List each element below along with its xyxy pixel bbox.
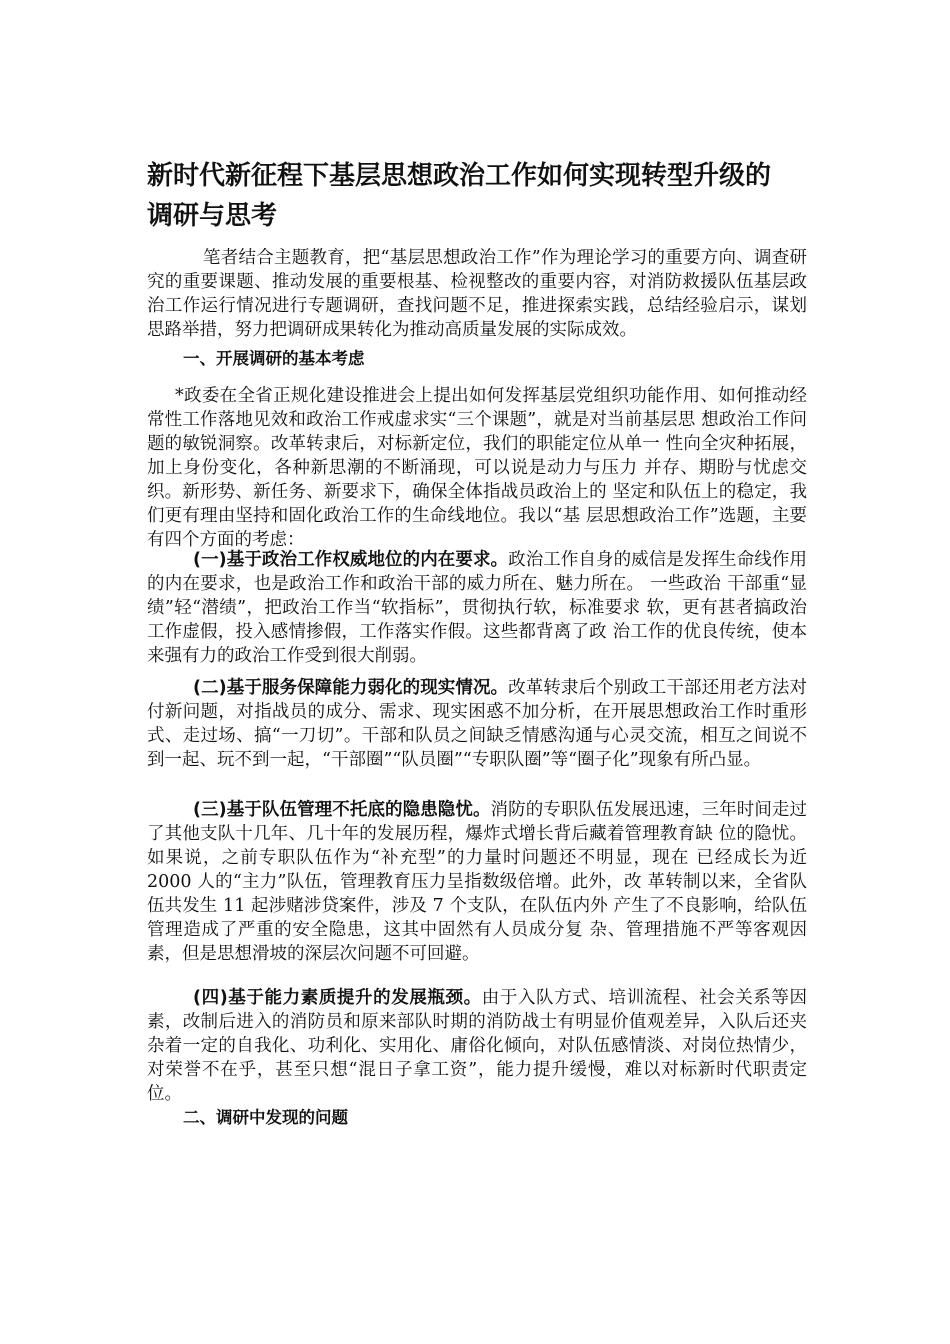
point-1-paragraph [147, 548, 807, 668]
point-1-lead: (一)基于政治工作权威地位的内在要求。 [193, 550, 509, 570]
point-1-text: 政治工作自身的威信是发挥生命线作用的内在要求，也是政治工作和政治干部的威力所在、魅力所在。 一些政治 干部重“显绩”轻“潜绩”，把政治工作当“软指标”，贯彻执行软，标准要求 软，更有甚者搞政治工作虚假，投入感情掺假，工作落实作假。这些都背离了政 治工作的优良传统，使本来强有力的政治工作受到很大削弱。 [147, 550, 807, 666]
point-3-text: 消防的专职队伍发展迅速，三年时间走过了其他支队十几年、几十年的发展历程，爆炸式增长背后藏着管理教育缺 位的隐忧。如果说，之前专职队伍作为“补充型”的力量时问题还不明显，现在 已经成长为近 2000 人的“主力”队伍，管理教育压力呈指数级倍增。此外，改 革转制以来，全省队伍共发生 11 起涉赌涉贷案件，涉及 7 个支队，在队伍内外 产生了不良影响，给队伍管理造成了严重的安全隐患，这其中固然有人员成分复 杂、管理措施不严等客观因素，但是思想滑坡的深层次问题不可回避。 [147, 800, 808, 964]
point-2-lead: (二)基于服务保障能力弱化的现实情况。 [193, 678, 509, 698]
point-3-lead: (三)基于队伍管理不托底的隐患隐忧。 [193, 800, 491, 820]
document-title: 新时代新征程下基层思想政治工作如何实现转型升级的调研与思考 [147, 161, 772, 231]
point-2-paragraph [147, 676, 807, 772]
point-4-lead: (四)基于能力素质提升的发展瓶颈。 [193, 988, 482, 1008]
point-3-paragraph [147, 798, 807, 966]
intro-paragraph: 笔者结合主题教育，把“基层思想政治工作”作为理论学习的重要方向、调查研究的重要课题、推动发展的重要根基、检视整改的重要内容，对消防救援队伍基层政治工作运行情况进行专题调研，查找问题不足，推进探索实践，总结经验启示，谋划思路举措，努力把调研成果转化为推动高质量发展的实际成效。 [147, 248, 807, 340]
section-heading-2: 二、调研中发现的问题 [183, 1108, 348, 1127]
point-2-text: 改革转隶后个别政工干部还用老方法对付新问题，对指战员的成分、需求、现实困惑不加分析，在开展思想政治工作时重形式、走过场、搞“一刀切”。干部和队员之间缺乏情感沟通与心灵交流，相互之间说不到一起、玩不到一起，“干部圈”“队员圈”“专职队圈”等“圈子化”现象有所凸显。 [147, 678, 807, 770]
section1-paragraph: *政委在全省正规化建设推进会上提出如何发挥基层党组织功能作用、如何推动经常性工作落地见效和政治工作戒虚求实“三个课题”，就是对当前基层思 想政治工作问题的敏锐洞察。改革转隶后，对标新定位，我们的职能定位从单一 性向全灾种拓展，加上身份变化，各种新思潮的不断涌现，可以说是动力与压力 并存、期盼与忧虑交织。新形势、新任务、新要求下，确保全体指战员政治上的 坚定和队伍上的稳定，我们更有理由坚持和固化政治工作的生命线地位。我以“基 层思想政治工作”选题，主要有四个方面的考虑： [147, 386, 807, 550]
point-4-text: 由于入队方式、培训流程、社会关系等因素，改制后进入的消防员和原来部队时期的消防战士有明显价值观差异，入队后还夹杂着一定的自我化、功利化、实用化、庸俗化倾向，对队伍感情淡、对岗位热情少，对荣誉不在乎，甚至只想“混日子拿工资”，能力提升缓慢，难以对标新时代职责定位。 [147, 988, 807, 1104]
point-4-paragraph [147, 986, 807, 1106]
section-heading-1: 一、开展调研的基本考虑 [183, 349, 365, 368]
